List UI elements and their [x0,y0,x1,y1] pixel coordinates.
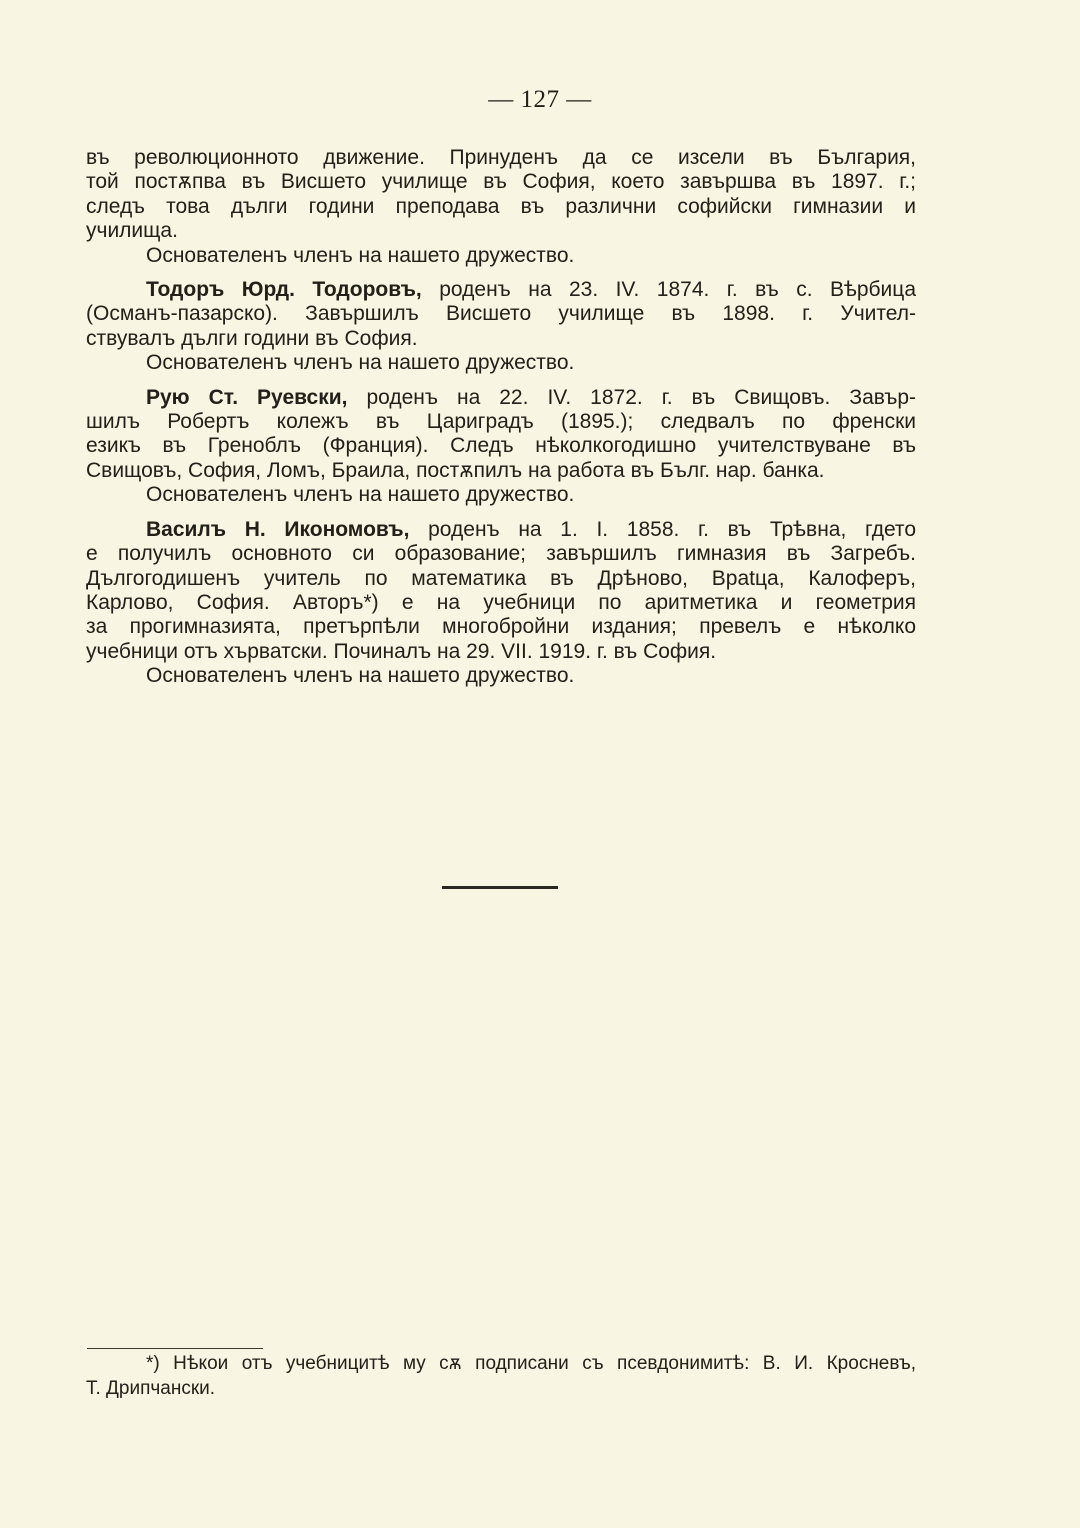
footnote-line: Т. Дрипчански. [86,1377,216,1399]
person-name: Рую Ст. Руевски, [146,385,348,409]
footnote-line: *) Нѣкои отъ учебницитѣ му сѫ подписани съ псевдонимитѣ: В. И. Кросневъ, [146,1353,916,1374]
text-line: следъ това дълги години преподава въ различни софийски гимназии и [86,194,916,218]
person-name: Тодоръ Юрд. Тодоровъ, [146,278,422,302]
text-line: Свищовъ, София, Ломъ, Браила, постѫпилъ на работа въ Бълг. нар. банка. [86,458,825,482]
text-line: шилъ Робертъ колежъ въ Цариградъ (1895.); следвалъ по френски [86,410,916,434]
entry-text: роденъ на 23. IV. 1874. г. въ с. Вѣрбица [439,278,916,302]
entry-first-line [86,386,916,410]
intro-paragraph [86,146,916,268]
text-line: учебници отъ хърватски. Починалъ на 29. VII. 1919. г. въ София. [86,639,717,663]
text-line: за прогимназията, претърпѣли многобройни издания; превелъ е нѣколко [86,615,916,639]
founder-note: Основателенъ членъ на нашето дружество. [146,351,575,375]
entry-first-line [86,278,916,302]
entry-text: роденъ на 22. IV. 1872. г. въ Свищовъ. Завър- [366,385,917,409]
text-line: езикъ въ Греноблъ (Франция). Следъ нѣколкогодишно учителствуване въ [86,434,916,458]
section-divider [442,886,558,889]
founder-note: Основателенъ членъ на нашето дружество. [146,243,575,267]
founder-note: Основателенъ членъ на нашето дружество. [146,664,575,688]
text-line: Дългогодишенъ учитель по математика въ Дрѣново, Врatца, Калоферъ, [86,566,916,590]
entry-first-line [86,518,916,542]
main-text [86,146,916,689]
page-number: — 127 — [488,86,592,113]
biography-entry [86,278,916,376]
footnote-rule [87,1348,263,1349]
text-line: ствувалъ дълги години въ София. [86,326,418,350]
text-line: въ революционното движение. Принуденъ да се изсели въ България, [86,146,916,169]
person-name: Василъ Н. Икономовъ, [146,517,410,541]
text-line: Карлово, София. Авторъ*) е на учебници по аритметика и геометрия [86,590,916,614]
text-line: (Османъ-пазарско). Завършилъ Висшето училище въ 1898. г. Учител- [86,302,916,326]
entry-text: роденъ на 1. I. 1858. г. въ Трѣвна, гдето [428,517,916,541]
text-line: училища. [86,219,178,243]
footnote [86,1352,916,1401]
founder-note: Основателенъ членъ на нашето дружество. [146,483,575,507]
biography-entry [86,518,916,689]
text-line: той постѫпва въ Висшето училище въ София, което завършва въ 1897. г.; [86,170,916,194]
biography-entry [86,386,916,508]
text-line: е получилъ основното си образование; завършилъ гимназия въ Загребъ. [86,542,916,566]
